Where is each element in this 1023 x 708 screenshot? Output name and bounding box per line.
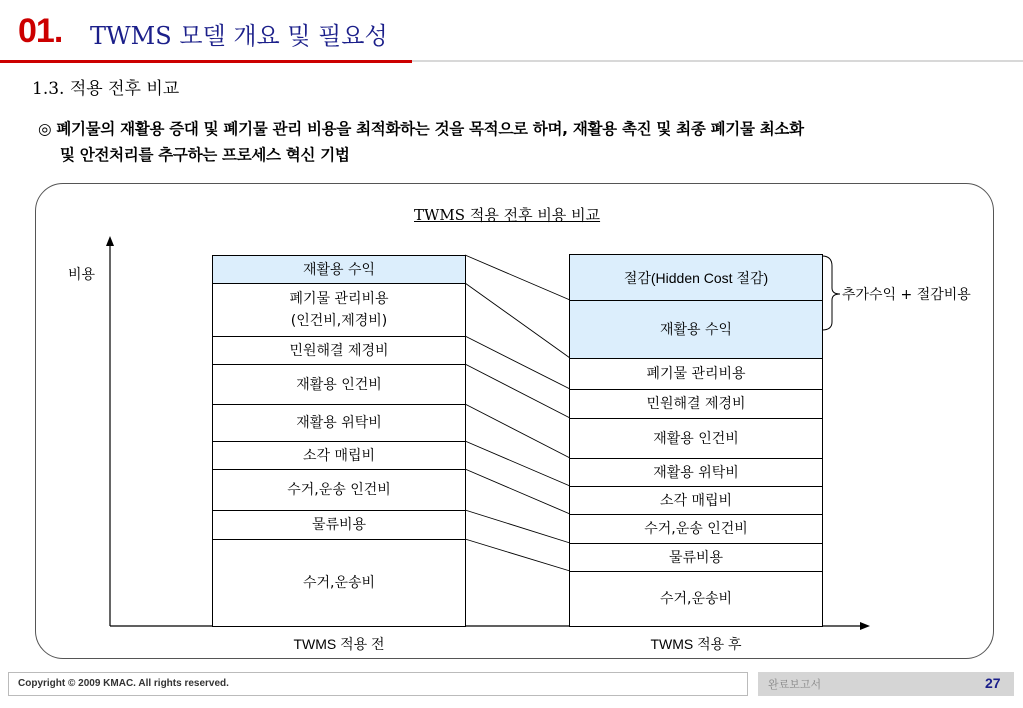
after-item-waste-mgmt-cost: 폐기물 관리비용 [570,358,822,389]
before-item-recycling-outsourcing: 재활용 위탁비 [213,404,465,441]
after-item-complaint-cost: 민원해결 제경비 [570,389,822,418]
after-item-savings: 절감(Hidden Cost 절감) [570,255,822,300]
after-item-incineration: 소각 매립비 [570,486,822,514]
after-item-logistics: 물류비용 [570,543,822,571]
after-item-recycling-outsourcing: 재활용 위탁비 [570,458,822,486]
description-line-2: 및 안전처리를 추구하는 프로세스 혁신 기법 [60,146,350,164]
document-type: 완료보고서 [768,678,822,691]
before-item-transport: 수거,운송비 [213,539,465,626]
before-item-recycling-labor: 재활용 인건비 [213,364,465,404]
y-axis-label: 비용 [68,267,96,283]
after-item-recycling-revenue: 재활용 수익 [570,300,822,358]
before-item-complaint-cost: 민원해결 제경비 [213,336,465,364]
after-item-transport: 수거,운송비 [570,571,822,626]
brace-label: 추가수익 + 절감비용 [842,287,971,303]
before-item-collection-labor: 수거,운송 인건비 [213,469,465,510]
section-number: 01. [18,12,63,50]
y-axis-arrow [106,236,114,246]
copyright-text: Copyright © 2009 KMAC. All rights reserved. [18,678,229,689]
connector-lines [465,255,570,571]
brace [822,256,840,330]
before-label: TWMS 적용 전 [293,636,385,652]
after-label: TWMS 적용 후 [650,636,742,652]
diagram-title: TWMS 적용 전후 비용 비교 [414,206,601,224]
page-number: 27 [985,675,1001,691]
subheading: 1.3. 적용 전후 비교 [32,79,180,99]
before-item-logistics: 물류비용 [213,510,465,539]
after-item-recycling-labor: 재활용 인건비 [570,418,822,458]
after-item-collection-labor: 수거,운송 인건비 [570,514,822,543]
x-axis-arrow [860,622,870,630]
section-title: TWMS 모델 개요 및 필요성 [90,22,388,50]
before-item-incineration: 소각 매립비 [213,441,465,469]
before-item-waste-mgmt-cost: 폐기물 관리비용 (인건비,제경비) [213,283,465,336]
description-line-1: ◎ 폐기물의 재활용 증대 및 폐기물 관리 비용을 최적화하는 것을 목적으로 하며, 재활용 촉진 및 최종 폐기물 최소화 [38,120,804,138]
before-item-recycling-revenue: 재활용 수익 [213,256,465,283]
